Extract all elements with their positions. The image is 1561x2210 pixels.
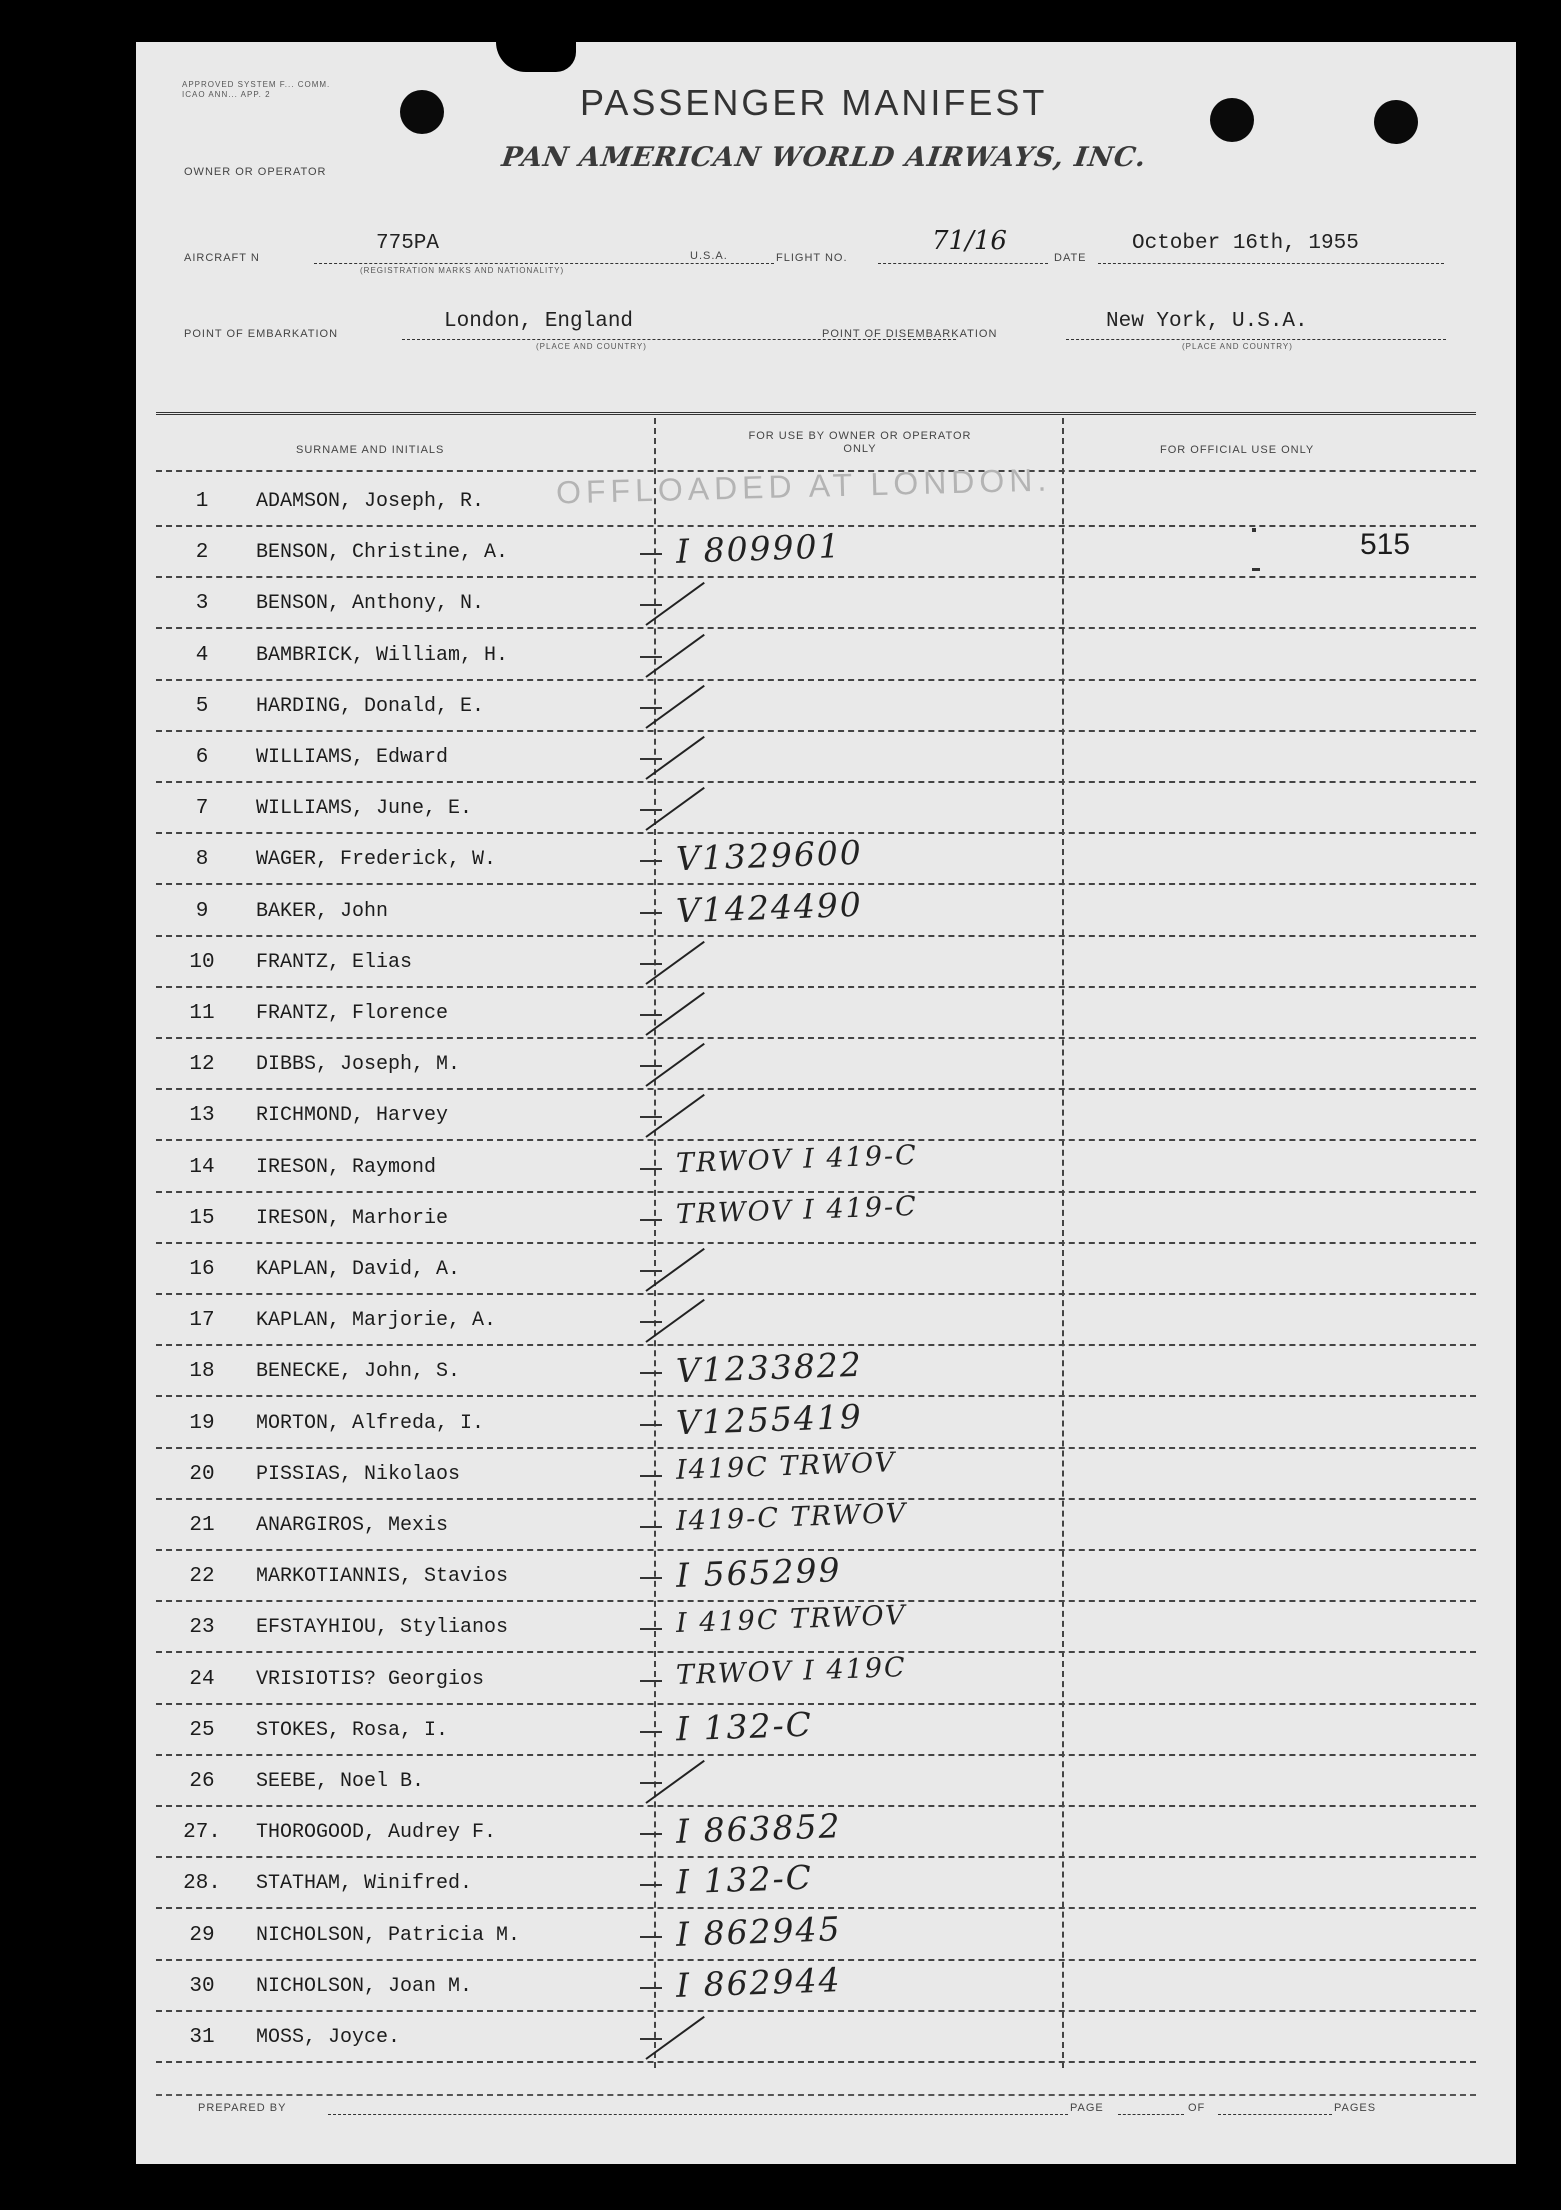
row-number: 10 xyxy=(189,951,215,974)
passenger-name: BAMBRICK, William, H. xyxy=(256,644,509,667)
row-number: 6 xyxy=(195,746,209,769)
check-dash xyxy=(640,1321,662,1323)
document-number: TRWOV I 419-C xyxy=(675,1139,919,1180)
check-dash xyxy=(640,809,662,811)
passenger-name: IRESON, Raymond xyxy=(256,1156,437,1179)
check-dash xyxy=(640,1219,662,1221)
usa-label: U.S.A. xyxy=(690,250,728,262)
passenger-name: PISSIAS, Nikolaos xyxy=(256,1463,461,1486)
col-official-header: FOR OFFICIAL USE ONLY xyxy=(1160,444,1315,456)
check-dash xyxy=(640,1424,662,1426)
passenger-name: KAPLAN, Marjorie, A. xyxy=(256,1309,497,1332)
table-row xyxy=(136,1756,1516,1807)
row-number: 21 xyxy=(189,1514,215,1537)
row-number: 14 xyxy=(189,1156,215,1179)
table-row xyxy=(136,988,1516,1039)
table-row xyxy=(136,937,1516,988)
passenger-name: FRANTZ, Elias xyxy=(256,951,413,974)
table-row xyxy=(136,732,1516,783)
row-number: 8 xyxy=(195,848,209,871)
check-dash xyxy=(640,860,662,862)
passenger-name: BENSON, Anthony, N. xyxy=(256,592,485,615)
date-value: October 16th, 1955 xyxy=(1132,232,1359,255)
document-number: V1329600 xyxy=(675,832,864,879)
registration-caption: (REGISTRATION MARKS AND NATIONALITY) xyxy=(360,266,565,275)
punch-hole xyxy=(400,90,444,134)
passenger-name: STATHAM, Winifred. xyxy=(256,1872,473,1895)
row-number: 26 xyxy=(189,1770,215,1793)
check-dash xyxy=(640,1782,662,1784)
date-label: DATE xyxy=(1054,252,1087,264)
passenger-name: VRISIOTIS? Georgios xyxy=(256,1668,485,1691)
document-number: I419C TRWOV xyxy=(675,1447,897,1486)
table-row xyxy=(136,886,1516,937)
row-number: 1 xyxy=(195,490,209,513)
passenger-name: NICHOLSON, Patricia M. xyxy=(256,1924,521,1947)
check-dash xyxy=(640,1987,662,1989)
check-dash xyxy=(640,1936,662,1938)
check-dash xyxy=(640,707,662,709)
row-number: 2 xyxy=(195,541,209,564)
manifest-sheet xyxy=(136,42,1516,2164)
row-number: 9 xyxy=(195,900,209,923)
table-row xyxy=(136,578,1516,629)
row-rule xyxy=(156,627,1476,629)
disembark-label: POINT OF DISEMBARKATION xyxy=(822,328,998,340)
table-row xyxy=(136,1398,1516,1449)
disembark-value: New York, U.S.A. xyxy=(1106,310,1308,333)
of-label: OF xyxy=(1188,2102,1206,2114)
aircraft-label: AIRCRAFT N xyxy=(184,252,260,264)
document-number: TRWOV I 419C xyxy=(675,1651,908,1692)
check-dash xyxy=(640,963,662,965)
row-number: 5 xyxy=(195,695,209,718)
row-number: 15 xyxy=(189,1207,215,1230)
table-row xyxy=(136,1858,1516,1909)
check-dash xyxy=(640,2038,662,2040)
check-dash xyxy=(640,1065,662,1067)
table-row xyxy=(136,1961,1516,2012)
footer-rule xyxy=(156,2094,1476,2096)
passenger-name: MOSS, Joyce. xyxy=(256,2026,401,2049)
check-dash xyxy=(640,1884,662,1886)
table-row xyxy=(136,1449,1516,1500)
check-dash xyxy=(640,1475,662,1477)
speck xyxy=(1252,528,1256,532)
check-dash xyxy=(640,758,662,760)
passenger-name: HARDING, Donald, E. xyxy=(256,695,485,718)
check-dash xyxy=(640,1116,662,1118)
passenger-name: RICHMOND, Harvey xyxy=(256,1104,449,1127)
check-dash xyxy=(640,912,662,914)
passenger-name: DIBBS, Joseph, M. xyxy=(256,1053,461,1076)
document-number: V1233822 xyxy=(675,1344,864,1391)
table-row xyxy=(136,1910,1516,1961)
row-rule xyxy=(156,1395,1476,1397)
table-row xyxy=(136,1090,1516,1141)
document-number: I 862944 xyxy=(675,1960,843,2005)
table-row xyxy=(136,834,1516,885)
embark-label: POINT OF EMBARKATION xyxy=(184,328,339,340)
row-number: 12 xyxy=(189,1053,215,1076)
row-number: 24 xyxy=(189,1668,215,1691)
torn-corner xyxy=(496,38,576,72)
row-number: 16 xyxy=(189,1258,215,1281)
passenger-name: IRESON, Marhorie xyxy=(256,1207,449,1230)
row-number: 30 xyxy=(189,1975,215,1998)
check-dash xyxy=(640,1731,662,1733)
passenger-name: MORTON, Alfreda, I. xyxy=(256,1412,485,1435)
check-dash xyxy=(640,656,662,658)
passenger-name: FRANTZ, Florence xyxy=(256,1002,449,1025)
check-dash xyxy=(640,1168,662,1170)
document-number: I 809901 xyxy=(675,526,843,571)
row-number: 18 xyxy=(189,1360,215,1383)
table-row xyxy=(136,1244,1516,1295)
passenger-name: WILLIAMS, Edward xyxy=(256,746,449,769)
table-row xyxy=(136,527,1516,578)
passenger-name: WAGER, Frederick, W. xyxy=(256,848,497,871)
check-dash xyxy=(640,1526,662,1528)
row-number: 22 xyxy=(189,1565,215,1588)
passenger-name: BENECKE, John, S. xyxy=(256,1360,461,1383)
row-number: 4 xyxy=(195,644,209,667)
table-row xyxy=(136,1190,1516,1244)
document-number: I 132-C xyxy=(675,1704,814,1749)
check-dash xyxy=(640,553,662,555)
document-number: V1424490 xyxy=(675,884,864,931)
check-dash xyxy=(640,1270,662,1272)
passenger-name: SEEBE, Noel B. xyxy=(256,1770,425,1793)
prepared-label: PREPARED BY xyxy=(198,2102,287,2114)
flight-value: 71/16 xyxy=(932,226,1007,256)
row-number: 25 xyxy=(189,1719,215,1742)
table-row xyxy=(136,1599,1516,1653)
disembark-caption: (PLACE AND COUNTRY) xyxy=(1182,342,1293,351)
row-number: 3 xyxy=(195,592,209,615)
row-number: 27. xyxy=(183,1821,221,1844)
official-note: 515 xyxy=(1360,528,1411,561)
passenger-name: KAPLAN, David, A. xyxy=(256,1258,461,1281)
row-number: 7 xyxy=(195,797,209,820)
passenger-name: ANARGIROS, Mexis xyxy=(256,1514,449,1537)
table-row xyxy=(136,1039,1516,1090)
row-number: 13 xyxy=(189,1104,215,1127)
row-rule xyxy=(156,1907,1476,1909)
passenger-name: ADAMSON, Joseph, R. xyxy=(256,490,485,513)
passenger-name: NICHOLSON, Joan M. xyxy=(256,1975,473,1998)
table-row xyxy=(136,783,1516,834)
pages-label: PAGES xyxy=(1334,2102,1377,2114)
row-rule xyxy=(156,1139,1476,1141)
aircraft-value: 775PA xyxy=(376,232,440,255)
page-label: PAGE xyxy=(1070,2102,1104,2114)
offloaded-stamp: OFFLOADED AT LONDON. xyxy=(555,461,1052,511)
check-dash xyxy=(640,1680,662,1682)
document-number: TRWOV I 419-C xyxy=(675,1190,919,1231)
passenger-name: WILLIAMS, June, E. xyxy=(256,797,473,820)
passenger-name: EFSTAYHIOU, Stylianos xyxy=(256,1616,509,1639)
document-number: I419-C TRWOV xyxy=(675,1497,908,1538)
passenger-name: THOROGOOD, Audrey F. xyxy=(256,1821,497,1844)
row-number: 31 xyxy=(189,2026,215,2049)
row-rule xyxy=(156,2061,1476,2063)
col-name-header: SURNAME AND INITIALS xyxy=(296,444,445,456)
punch-hole xyxy=(1374,100,1418,144)
owner-label: OWNER OR OPERATOR xyxy=(184,166,327,178)
table-row xyxy=(136,1497,1516,1551)
document-number: I 419C TRWOV xyxy=(675,1599,908,1640)
passenger-name: BAKER, John xyxy=(256,900,389,923)
check-dash xyxy=(640,1014,662,1016)
row-number: 23 xyxy=(189,1616,215,1639)
table-row xyxy=(136,1705,1516,1756)
row-number: 17 xyxy=(189,1309,215,1332)
table-row xyxy=(136,681,1516,732)
row-rule xyxy=(156,1651,1476,1653)
check-dash xyxy=(640,604,662,606)
document-number: I 132-C xyxy=(675,1857,814,1902)
document-number: I 863852 xyxy=(675,1806,843,1851)
check-dash xyxy=(640,1372,662,1374)
embark-value: London, England xyxy=(444,310,634,333)
document-number: I 565299 xyxy=(675,1550,843,1595)
row-number: 11 xyxy=(189,1002,215,1025)
check-dash xyxy=(640,1628,662,1630)
airline-name: PAN AMERICAN WORLD AIRWAYS, INC. xyxy=(499,142,1149,173)
check-dash xyxy=(640,1577,662,1579)
approval-stamp: APPROVED SYSTEM F... COMM. ICAO ANN... APP. 2 xyxy=(182,80,331,99)
table-row xyxy=(136,630,1516,681)
flight-label: FLIGHT NO. xyxy=(776,252,848,264)
table-row xyxy=(136,2012,1516,2063)
punch-hole xyxy=(1210,98,1254,142)
table-row xyxy=(136,1295,1516,1346)
row-number: 20 xyxy=(189,1463,215,1486)
row-rule xyxy=(156,883,1476,885)
row-number: 28. xyxy=(183,1872,221,1895)
document-number: I 862945 xyxy=(675,1909,843,1954)
passenger-name: STOKES, Rosa, I. xyxy=(256,1719,449,1742)
check-dash xyxy=(640,1833,662,1835)
passenger-name: MARKOTIANNIS, Stavios xyxy=(256,1565,509,1588)
row-number: 19 xyxy=(189,1412,215,1435)
table-row xyxy=(136,1807,1516,1858)
embark-caption: (PLACE AND COUNTRY) xyxy=(536,342,647,351)
table-row xyxy=(136,1651,1516,1705)
row-number: 29 xyxy=(189,1924,215,1947)
col-owner-header: FOR USE BY OWNER OR OPERATOR ONLY xyxy=(748,430,972,455)
passenger-name: BENSON, Christine, A. xyxy=(256,541,509,564)
speck xyxy=(1252,568,1260,571)
table-row xyxy=(136,1551,1516,1602)
page-title: PASSENGER MANIFEST xyxy=(580,82,1048,123)
document-number: V1255419 xyxy=(675,1396,864,1443)
table-top-rule xyxy=(156,412,1476,415)
table-row xyxy=(136,1139,1516,1193)
table-row xyxy=(136,1346,1516,1397)
